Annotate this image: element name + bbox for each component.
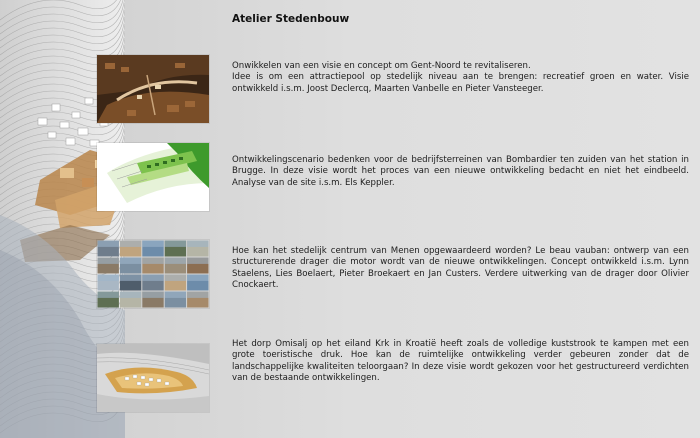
project-paragraph-line: Onwikkelen van een visie en concept om Gent-Noord te revitaliseren. (232, 61, 531, 71)
page-title: Atelier Stedenbouw (232, 13, 350, 25)
project-bombardier-brugge-description (232, 155, 689, 189)
project-gent-noord-description (232, 61, 689, 95)
project-paragraph-line: Ontwikkelingscenario bedenken voor de bedrijfsterreinen van Bombardier ten zuiden van het station in Brugge. In deze visie wordt het proces van een nieuwe ontwikkeling bedacht en niet het eindbeeld. Analyse van de site i.s.m. Els Keppler. (232, 155, 689, 188)
project-omisalj-krk-description (232, 339, 689, 385)
green-masterplan-drawing-icon (97, 143, 209, 211)
urban-aerial-model-photo-icon (97, 55, 209, 123)
coastal-village-model-photo-icon (97, 344, 209, 412)
project-paragraph-line: Idee is om een attractiepool op stedelijk niveau aan te brengen: recreatief groen en water. Visie ontwikkeld i.s.m. Joost Declercq, Maarten Vanbelle en Pieter Vansteeger. (232, 72, 689, 94)
project-paragraph-line: Hoe kan het stedelijk centrum van Menen opgewaardeerd worden? Le beau vauban: ontwerp van een structurerende drager die motor wordt van de nieuwe ontwikkelingen. Concept ontwikkeld i.s.m. Lynn Staelens, Lies Boelaert, Pieter Broekaert en Jan Custers. Verdere uitwerking van de drager door Olivier Cnockaert. (232, 246, 689, 291)
project-menen-description (232, 246, 689, 292)
project-paragraph-line: Het dorp Omisalj op het eiland Krk in Kroatië heeft zoals de volledige kuststrook te kampen met een grote toeristische druk. Hoe kan de ruimtelijke ontwikkeling verder gebeuren zonder dat de landschappelijke kwaliteiten teloorgaan? In deze visie wordt gekozen voor het gestructureerd verdichten van de bestaande ontwikkelingen. (232, 339, 689, 384)
photo-collage-grid-icon (97, 240, 209, 308)
